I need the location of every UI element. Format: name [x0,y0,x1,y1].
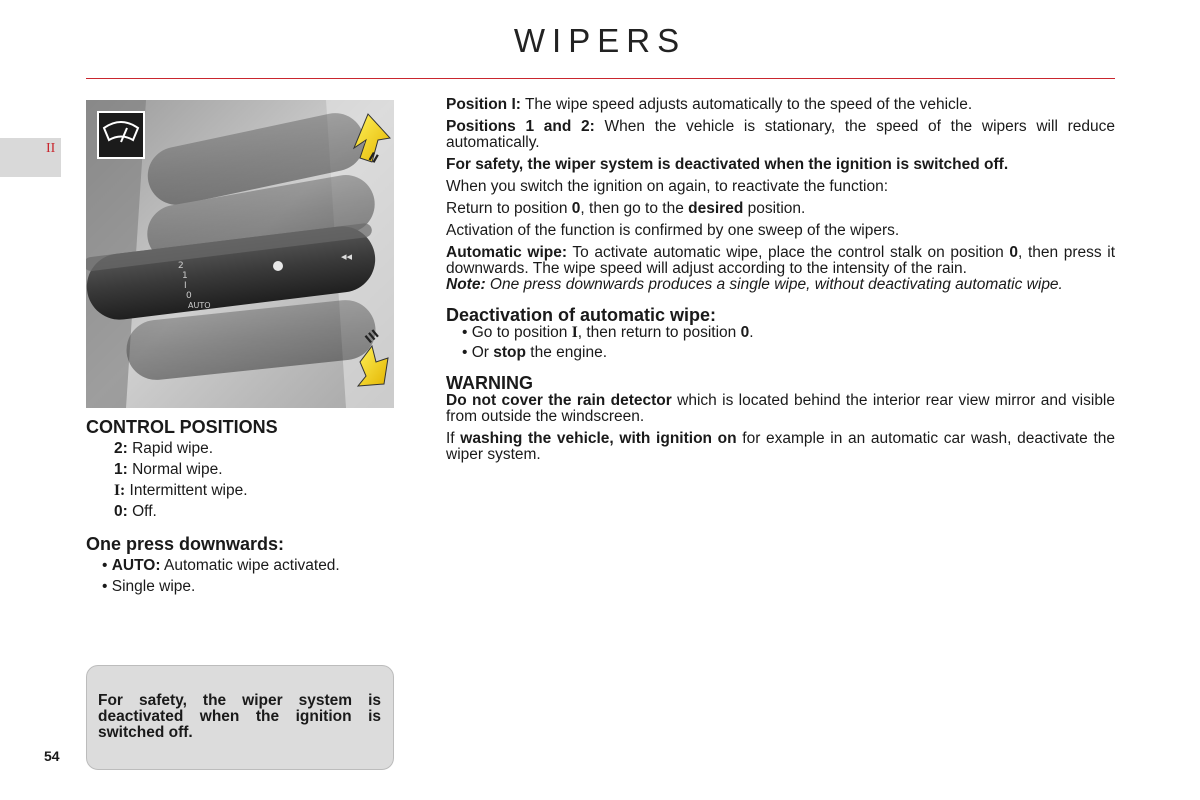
note-paragraph: Note: One press downwards produces a single wipe, without deactivating automatic wipe. [446,276,1063,293]
safety-note-text: For safety, the wiper system is deactivated when the ignition is switched off. [98,692,381,741]
svg-text:0: 0 [186,291,192,301]
warning-car-wash: If washing the vehicle, with ignition on for example in an automatic car wash, deactivate the wiper system. [446,430,1115,463]
deactivation-item-2: • Or stop the engine. [462,344,607,361]
control-positions-title: CONTROL POSITIONS [86,417,278,437]
automatic-wipe-paragraph: Automatic wipe: To activate automatic wipe, place the control stalk on position 0, then press it downwards. The wipe speed will adjust according to the intensity of the rain. [446,244,1115,277]
svg-text:III: III [362,326,382,347]
activation-confirm-paragraph: Activation of the function is confirmed by one sweep of the wipers. [446,222,900,239]
position-0: 0: Off. [114,503,157,520]
safety-note-box [86,665,394,770]
wiper-stalk-illustration [86,100,394,408]
reactivate-paragraph: When you switch the ignition on again, to reactivate the function: [446,178,889,195]
page-number: 54 [44,748,60,764]
press-item-single: • Single wipe. [102,578,196,595]
svg-text:I: I [184,281,187,291]
safety-paragraph: For safety, the wiper system is deactivated when the ignition is switched off. [446,156,1009,173]
position-i-paragraph: Position I: The wipe speed adjusts automatically to the speed of the vehicle. [446,96,973,113]
warning-title: WARNING [446,373,533,393]
svg-text:2: 2 [178,261,184,271]
page-title: WIPERS [513,22,687,59]
control-positions-section [86,417,406,597]
section-tab [0,138,61,177]
deactivation-title: Deactivation of automatic wipe: [446,305,717,325]
return-position-paragraph: Return to position 0, then go to the desired position. [446,200,806,217]
svg-text:◂◂: ◂◂ [341,250,353,263]
position-2: 2: Rapid wipe. [114,440,214,457]
svg-text:II: II [366,149,381,167]
one-press-title: One press downwards: [86,534,285,554]
position-i: I: Intermittent wipe. [114,482,248,499]
title-divider [86,78,1115,79]
positions-1-2-paragraph: Positions 1 and 2: When the vehicle is stationary, the speed of the wipers will reduce automatically. [446,118,1115,151]
wiper-stalk-svg [86,100,394,408]
section-tab-label: II [46,141,56,156]
position-1: 1: Normal wipe. [114,461,223,478]
right-column [446,97,1115,469]
press-item-auto: • AUTO: Automatic wipe activated. [102,557,340,574]
warning-rain-detector: Do not cover the rain detector which is located behind the interior rear view mirror and visible from outside the windscreen. [446,392,1115,425]
svg-text:1: 1 [182,271,188,281]
deactivation-item-1: • Go to position I, then return to position 0. [462,324,754,341]
svg-text:AUTO: AUTO [188,301,211,310]
